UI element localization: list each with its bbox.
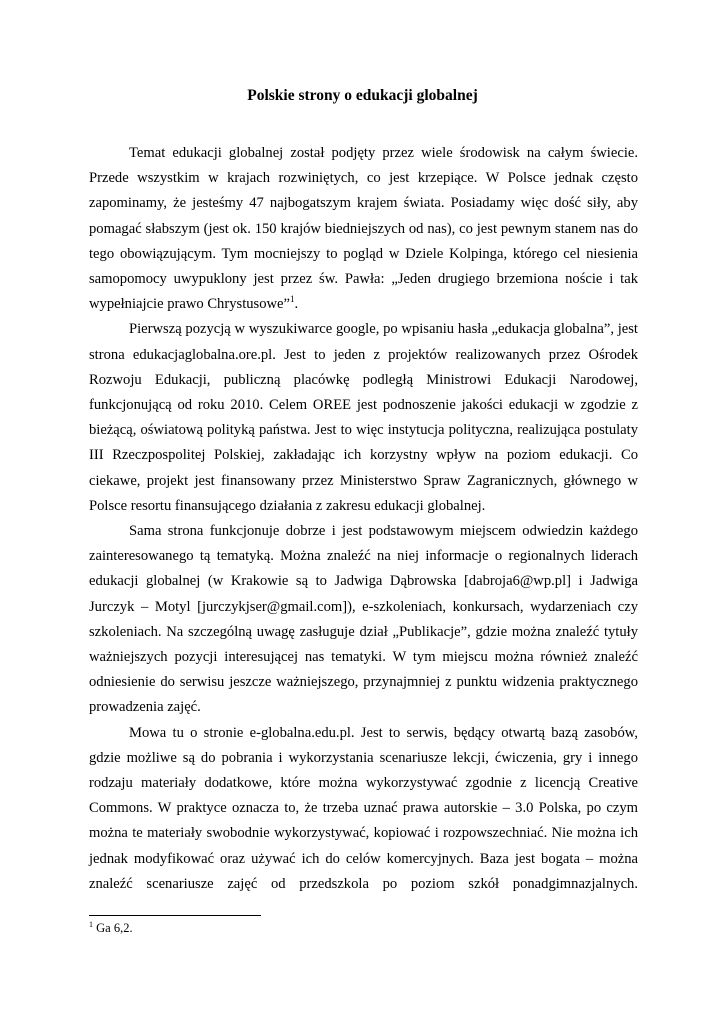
footnote-separator xyxy=(89,915,261,916)
footnote xyxy=(89,920,133,936)
footnote-number: 1 xyxy=(89,919,93,929)
footnote-text: Ga 6,2. xyxy=(96,921,133,935)
document-title: Polskie strony o edukacji globalnej xyxy=(247,87,478,104)
paragraph-1-text: Temat edukacji globalnej został podjęty przez wiele środowisk na całym świecie. Przede wszystkim w krajach rozwiniętych, co jest krzepiące. W Polsce jednak często zapominamy, że jesteśmy 47 najbogatszym krajem świata. Posiadamy więc dość siły, aby pomagać słabszym (jest ok. 150 krajów biedniejszych od nas), co jest pewnym stanem nas do tego obowiązującym. Tym mocniejszy to pogląd w Dziele Kolpinga, którego cel niesienia samopomocy uwypuklony jest przez św. Pawła: „Jeden drugiego brzemiona noście i tak wypełniajcie prawo Chrystusowe” xyxy=(89,145,638,313)
paragraph-3: Sama strona funkcjonuje dobrze i jest podstawowym miejscem odwiedzin każdego zainteresowanego tą tematyką. Można znaleźć na niej informacje o regionalnych liderach edukacji globalnej (w Krakowie są to Jadwiga Dąbrowska [dabroja6@wp.pl] i Jadwiga Jurczyk – Motyl [jurczykjser@gmail.com]), e-szkoleniach, konkursach, wydarzeniach czy szkoleniach. Na szczególną uwagę zasługuje dział „Publikacje”, gdzie można znaleźć tytuły ważniejszych pozycji interesującej nas tematyki. W tym miejscu można również znaleźć odniesienie do serwisu jeszcze ważniejszego, przynajmniej z punktu widzenia praktycznego prowadzenia zajęć. xyxy=(89,523,638,716)
paragraph-1 xyxy=(89,141,638,317)
document-body xyxy=(89,141,638,897)
paragraph-1-end: . xyxy=(294,296,299,313)
paragraph-2: Pierwszą pozycją w wyszukiwarce google, po wpisaniu hasła „edukacja globalna”, jest strona edukacjaglobalna.ore.pl. Jest to jeden z projektów realizowanych przez Ośrodek Rozwoju Edukacji, publiczną placówkę podległą Ministrowi Edukacji Narodowej, funkcjonującą od roku 2010. Celem OREE jest podnoszenie jakości edukacji w zgodzie z bieżącą, oświatową polityką państwa. Jest to więc instytucja polityczna, realizująca postulaty III Rzeczpospolitej Polskiej, zakładając ich korzystny wpływ na poziom edukacji. Co ciekawe, projekt jest finansowany przez Ministerstwo Spraw Zagranicznych, głównego w Polsce resortu finansującego działania z zakresu edukacji globalnej. xyxy=(89,321,638,514)
paragraph-4: Mowa tu o stronie e-globalna.edu.pl. Jest to serwis, będący otwartą bazą zasobów, gdzie możliwe są do pobrania i wykorzystania scenariusze lekcji, ćwiczenia, gry i innego rodzaju materiały dodatkowe, które można wykorzystywać zgodnie z licencją Creative Commons. W praktyce oznacza to, że trzeba uznać prawa autorskie – 3.0 Polska, po czym można te materiały swobodnie wykorzystywać, kopiować i rozpowszechniać. Nie można ich jednak modyfikować oraz używać ich do celów komercyjnych. Baza jest bogata – można znaleźć scenariusze zajęć od przedszkola po poziom szkół ponadgimnazjalnych. xyxy=(89,724,638,892)
footnote-reference[interactable]: 1 xyxy=(290,294,295,305)
